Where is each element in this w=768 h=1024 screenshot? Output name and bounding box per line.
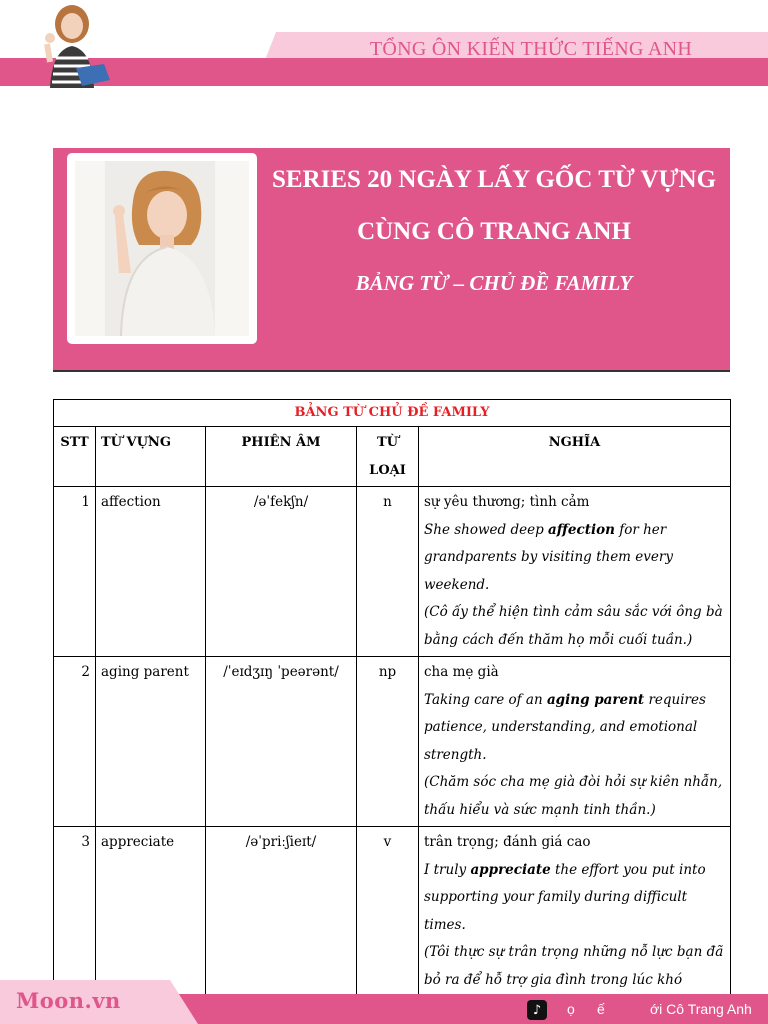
- example-keyword: aging parent: [546, 691, 645, 708]
- row-stt: 1: [54, 487, 96, 657]
- row-pos: n: [357, 487, 419, 657]
- header-ipa: PHIÊN ÂM: [206, 427, 357, 487]
- header-word: TỪ VỰNG: [96, 427, 206, 487]
- row-example: She showed deep affection for her grandparents by visiting them every weekend.: [424, 521, 673, 593]
- row-word: affection: [96, 487, 206, 657]
- example-keyword: affection: [548, 521, 615, 538]
- header-stt: STT: [54, 427, 96, 487]
- table-header-row: [54, 427, 731, 487]
- row-stt: 2: [54, 657, 96, 827]
- footer-text-3: ới Cô Trang Anh: [650, 1001, 752, 1017]
- row-pos: np: [357, 657, 419, 827]
- footer-text-1: ọ: [567, 1001, 575, 1017]
- row-example: Taking care of an aging parent requires patience, understanding, and emotional strength.: [424, 691, 706, 763]
- row-word: aging parent: [96, 657, 206, 827]
- example-keyword: appreciate: [470, 861, 551, 878]
- tiktok-icon[interactable]: ♪: [527, 1000, 547, 1020]
- teacher-photo-banner: [75, 161, 249, 336]
- table-row: [54, 487, 731, 657]
- row-word: appreciate: [96, 827, 206, 1024]
- banner-title-line1: SERIES 20 NGÀY LẤY GỐC TỪ VỰNG: [271, 166, 717, 193]
- row-example: I truly appreciate the effort you put into supporting your family during difficult times.: [424, 861, 706, 933]
- title-banner: [53, 148, 730, 372]
- footer-text-2: ế: [597, 1001, 605, 1017]
- row-meaning: trân trọng; đánh giá cao: [424, 834, 591, 850]
- teacher-photo-top: [32, 2, 112, 88]
- table-row: [54, 657, 731, 827]
- row-translation: (Chăm sóc cha mẹ già đòi hỏi sự kiên nhẫn, thấu hiểu và sức mạnh tinh thần.): [424, 774, 723, 818]
- row-stt: 3: [54, 827, 96, 1024]
- header-band: [0, 58, 768, 86]
- moon-logo[interactable]: Moon.vn: [16, 988, 121, 1013]
- table-caption: BẢNG TỪ CHỦ ĐỀ FAMILY: [54, 400, 731, 427]
- header-title: TỔNG ÔN KIẾN THỨC TIẾNG ANH: [369, 38, 693, 60]
- row-meaning: sự yêu thương; tình cảm: [424, 494, 590, 510]
- row-meaning: cha mẹ già: [424, 664, 499, 680]
- row-ipa: /əˈpriːʃieɪt/: [206, 827, 357, 1024]
- table-caption-row: [54, 400, 731, 427]
- header-meaning: NGHĨA: [419, 427, 731, 487]
- row-meaning-cell: [419, 657, 731, 827]
- banner-title-line2: CÙNG CÔ TRANG ANH: [357, 218, 631, 245]
- row-translation: (Tôi thực sự trân trọng những nỗ lực bạn đã bỏ ra để hỗ trợ gia đình trong lúc khó: [424, 944, 724, 988]
- banner-subtitle: BẢNG TỪ – CHỦ ĐỀ FAMILY: [355, 271, 633, 295]
- row-ipa: /əˈfekʃn/: [206, 487, 357, 657]
- photo-frame: [67, 153, 257, 344]
- row-pos: v: [357, 827, 419, 1024]
- header-pos: TỪ LOẠI: [357, 427, 419, 487]
- vocab-table: [53, 399, 731, 1024]
- row-translation: (Cô ấy thể hiện tình cảm sâu sắc với ông bà bằng cách đến thăm họ mỗi cuối tuần.): [424, 604, 723, 648]
- row-meaning-cell: [419, 487, 731, 657]
- row-ipa: /ˈeɪdʒɪŋ ˈpeərənt/: [206, 657, 357, 827]
